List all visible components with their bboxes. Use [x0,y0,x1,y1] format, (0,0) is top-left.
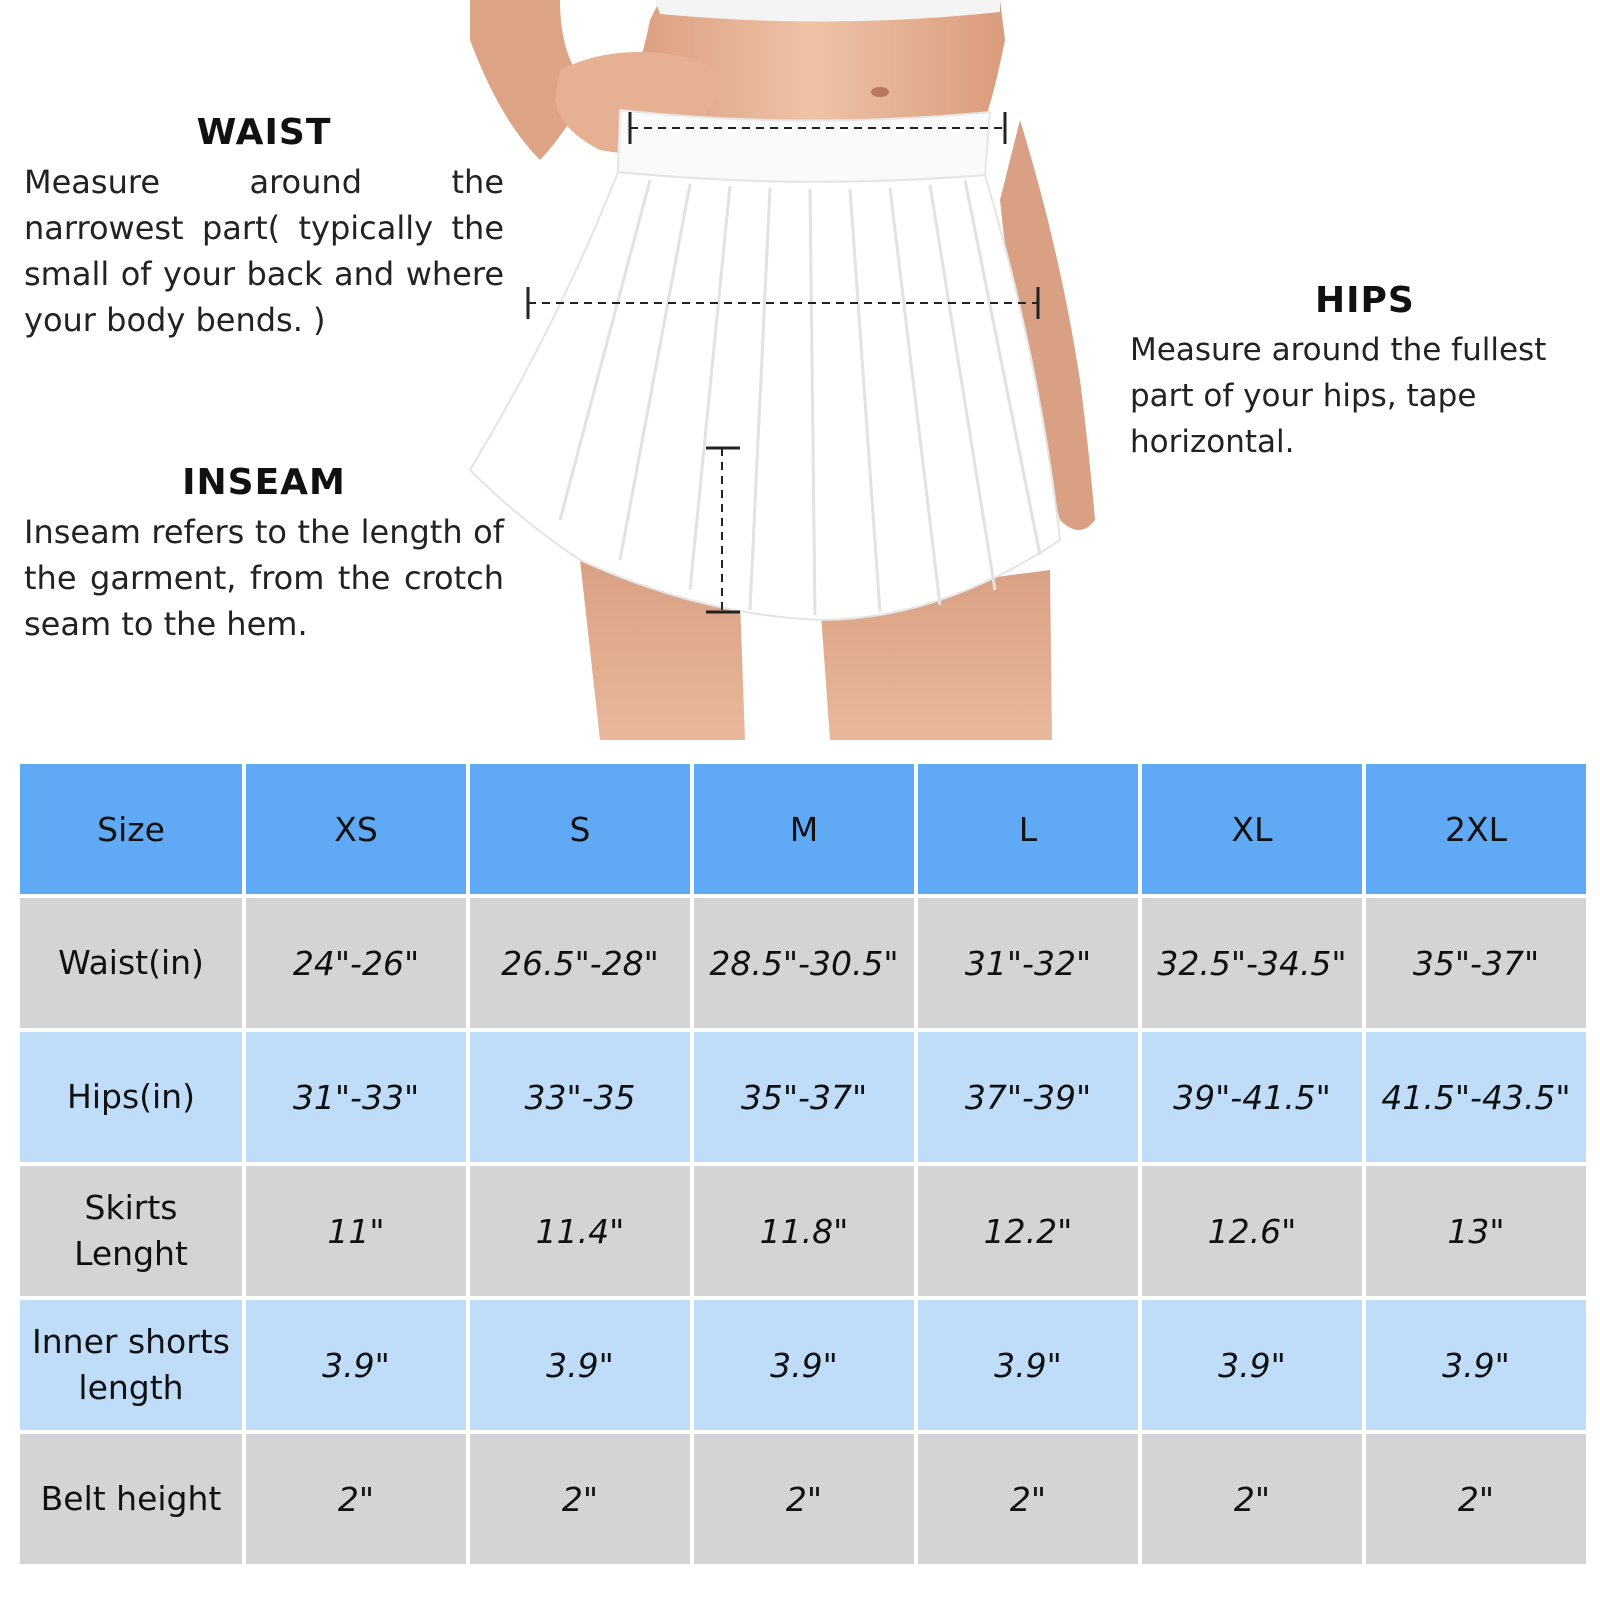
waist-title: WAIST [196,112,332,153]
table-cell: 11.4" [470,1166,690,1296]
table-cell: 3.9" [1142,1300,1362,1430]
table-cell: 2" [1142,1434,1362,1564]
inseam-description: Inseam refers to the length of the garment, from the crotch seam to the hem. [24,513,504,643]
table-cell: 3.9" [918,1300,1138,1430]
header-m: M [694,764,914,894]
table-cell: 12.6" [1142,1166,1362,1296]
table-cell: 3.9" [246,1300,466,1430]
table-row-hips [20,1032,1586,1162]
row-label: Waist(in) [20,898,242,1028]
table-cell: 3.9" [1366,1300,1586,1430]
hips-callout [1130,280,1590,465]
table-cell: 24"-26" [246,898,466,1028]
table-cell: 39"-41.5" [1142,1032,1362,1162]
row-label: Inner shorts length [20,1300,242,1430]
product-illustration [0,0,1600,740]
table-cell: 2" [1366,1434,1586,1564]
inseam-callout [24,462,504,647]
hips-description: Measure around the fullest part of your hips, tape horizontal. [1130,332,1547,460]
row-label: Skirts Lenght [20,1166,242,1296]
table-cell: 35"-37" [1366,898,1586,1028]
table-row-waist [20,898,1586,1028]
row-label: Belt height [20,1434,242,1564]
table-cell: 11.8" [694,1166,914,1296]
hips-title: HIPS [1315,280,1415,321]
waist-callout [24,112,504,343]
table-cell: 3.9" [470,1300,690,1430]
table-cell: 2" [246,1434,466,1564]
inseam-title: INSEAM [182,462,346,503]
table-cell: 2" [694,1434,914,1564]
table-cell: 35"-37" [694,1032,914,1162]
header-l: L [918,764,1138,894]
table-cell: 37"-39" [918,1032,1138,1162]
size-chart-table [16,760,1590,1568]
table-row-belt-height [20,1434,1586,1564]
table-cell: 41.5"-43.5" [1366,1032,1586,1162]
waist-description: Measure around the narrowest part( typically the small of your back and where your body bends. ) [24,163,504,339]
table-row-skirt-length [20,1166,1586,1296]
table-cell: 13" [1366,1166,1586,1296]
table-cell: 28.5"-30.5" [694,898,914,1028]
table-cell: 11" [246,1166,466,1296]
header-s: S [470,764,690,894]
table-cell: 26.5"-28" [470,898,690,1028]
table-cell: 3.9" [694,1300,914,1430]
table-row-inner-shorts [20,1300,1586,1430]
header-xs: XS [246,764,466,894]
table-cell: 32.5"-34.5" [1142,898,1362,1028]
header-size: Size [20,764,242,894]
header-2xl: 2XL [1366,764,1586,894]
row-label: Hips(in) [20,1032,242,1162]
table-cell: 31"-33" [246,1032,466,1162]
table-header-row [20,764,1586,894]
table-cell: 33"-35 [470,1032,690,1162]
table-cell: 12.2" [918,1166,1138,1296]
table-cell: 31"-32" [918,898,1138,1028]
table-cell: 2" [918,1434,1138,1564]
table-cell: 2" [470,1434,690,1564]
header-xl: XL [1142,764,1362,894]
